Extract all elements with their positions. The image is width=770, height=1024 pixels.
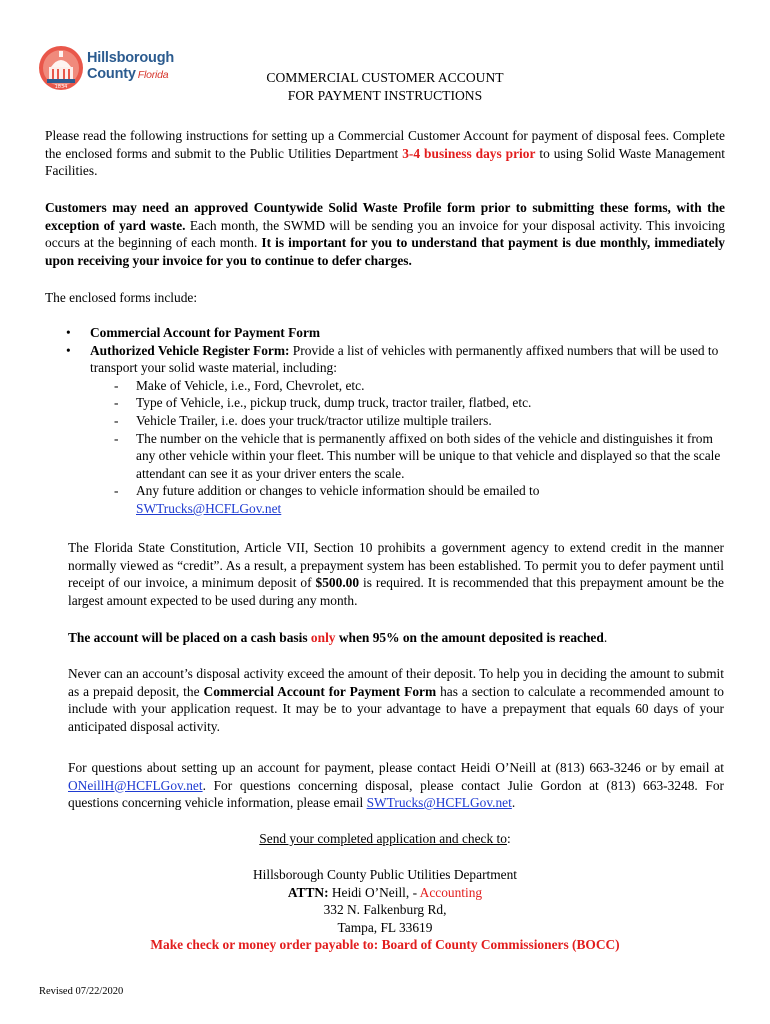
vehicle-requirement: Make of Vehicle, i.e., Ford, Chevrolet, etc. [136,377,365,393]
intro-paragraph [45,127,725,180]
list-item [64,412,724,430]
dash-icon: - [114,430,119,446]
attention-line [0,884,770,902]
form-description-2: Provide a list of vehicles with permanently affixed numbers that will be used to transport your solid waste material, including: [90,342,719,376]
city-state-zip: Tampa, FL 33619 [337,919,433,935]
profile-bold-2: It is important for you to understand that payment is due monthly, immediately upon receiving your invoice for you to continue to defer charges. [45,235,725,268]
bullet-icon: • [66,342,71,358]
document-title [0,69,770,105]
attn-label: ATTN: [287,884,329,900]
cash-basis-text-1: The account will be placed on a cash basis [68,630,311,645]
title-line-1: COMMERCIAL CUSTOMER ACCOUNT [266,70,504,85]
form-name-1: Commercial Account for Payment Form [90,325,321,340]
list-item [64,377,724,395]
contact-text-3: . [511,795,516,811]
payable-to: Make check or money order payable to: Board of County Commissioners (BOCC) [150,937,620,953]
intro-deadline: 3-4 business days prior [402,145,536,161]
bullet-icon: • [66,325,71,340]
constitution-paragraph [68,539,724,609]
logo-county: County [87,66,136,82]
intro-text-1: Please read the following instructions for setting up a Commercial Customer Account for payment of disposal fees. Complete the enclosed forms and submit to the Public Utilities Department [45,128,725,161]
swtrucks-email-link-2[interactable]: SWTrucks@HCFLGov.net [366,795,512,811]
contact-text-1: For questions about setting up an account for payment, please contact Heidi O’Neill at (813) 663-3246 or by email at [68,760,724,775]
attn-role: Accounting [419,884,483,900]
deposit-form-name: Commercial Account for Payment Form [203,683,437,699]
cash-basis-period: . [603,630,608,645]
logo-florida: Florida [137,69,169,81]
profile-text-1: Each month, the SWMD will be sending you an invoice for your disposal activity. This invoicing occurs at the beginning of each month. [45,217,726,251]
seal-year: 1834 [54,84,68,90]
dash-icon: - [114,412,119,428]
list-item [64,394,724,412]
list-item [64,324,724,342]
revision-date: Revised 07/22/2020 [39,986,124,997]
send-heading [0,830,770,848]
form-name-2: Authorized Vehicle Register Form: [90,342,290,358]
oneill-email-link[interactable]: ONeillH@HCFLGov.net [68,777,203,793]
deposit-paragraph [68,665,724,735]
attn-name: Heidi O’Neill, - [328,884,420,900]
mailing-address [0,866,770,954]
contact-paragraph [68,759,724,812]
constitution-text-1: The Florida State Constitution, Article VII, Section 10 prohibits a government agency to extend credit in the manner normally viewed as “credit”. As a result, a prepayment system has been established. To permit you to defer payment until receipt of our invoice, a minimum deposit of [68,540,724,591]
department-name: Hillsborough County Public Utilities Department [252,867,518,882]
swtrucks-email-link[interactable]: SWTrucks@HCFLGov.net [136,500,282,516]
cash-basis-text-2: when 95% on the amount deposited is reached [335,630,604,645]
vehicle-requirement: Any future addition or changes to vehicle information should be emailed to [136,483,540,499]
vehicle-requirement: The number on the vehicle that is permanently affixed on both sides of the vehicle and distinguishes it from any other vehicle within your fleet. This number will be unique to that vehicle and displayed so that the scale attendant can see it as your driver enters the scale. [136,430,721,481]
dash-icon: - [114,483,119,499]
profile-bold-1: Customers may need an approved Countywide Solid Waste Profile form prior to submitting these forms, with the exception of yard waste. [45,200,725,233]
vehicle-requirement: Type of Vehicle, i.e., pickup truck, dump truck, tractor trailer, flatbed, etc. [136,395,532,411]
contact-text-2: . For questions concerning disposal, please contact Julie Gordon at (813) 663-3248. For questions concerning vehicle information, please email [68,777,724,811]
street-address: 332 N. Falkenburg Rd, [323,902,447,918]
forms-list [64,324,724,518]
vehicle-requirement: Vehicle Trailer, i.e. does your truck/tractor utilize multiple trailers. [136,412,492,428]
intro-text-2: to using Solid Waste Management Facilities. [45,145,725,179]
minimum-deposit: $500.00 [315,575,360,591]
dash-icon: - [114,377,119,393]
send-heading-text: Send your completed application and check to [259,831,507,846]
deposit-text-2: has a section to calculate a recommended amount to include with your application request. It may be to your advantage to have a prepayment that equals 60 days of your anticipated disposal activity. [68,683,724,734]
title-line-2: FOR PAYMENT INSTRUCTIONS [287,88,483,103]
list-item [64,430,724,483]
profile-paragraph [45,199,725,269]
constitution-text-2: is required. It is recommended that this prepayment amount be the largest amount expected to be used during any month. [68,575,724,608]
dash-icon: - [114,395,119,411]
send-heading-colon: : [506,831,511,846]
enclosed-forms-intro: The enclosed forms include: [45,290,198,305]
logo-line-1: Hillsborough [87,50,175,66]
deposit-text-1: Never can an account’s disposal activity exceed the amount of their deposit. To help you in deciding the amount to submit as a prepaid deposit, the [68,666,724,699]
cash-basis-only: only [310,630,336,645]
list-item [64,342,724,377]
cash-basis-paragraph [68,629,724,647]
list-item [64,482,724,517]
